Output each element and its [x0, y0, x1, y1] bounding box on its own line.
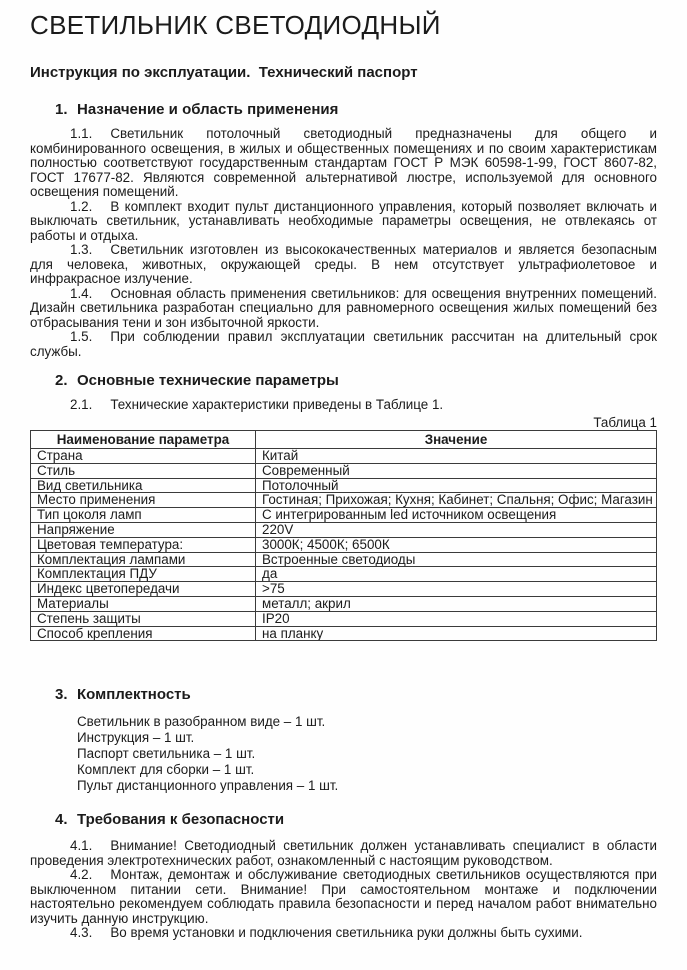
list-item: Паспорт светильника – 1 шт. — [77, 745, 256, 761]
table-cell-value: да — [256, 567, 657, 582]
table-cell-value: на планку — [256, 626, 657, 641]
paragraph-text: В комплект входит пульт дистанционного управления, который позволяет включать и выключать светильник, устанавливать необходимые параметры освещения, не отвлекаясь от работы и отдыха. — [30, 198, 657, 243]
paragraph-1-2 — [30, 200, 657, 244]
paragraph-number: 1.2. — [70, 198, 93, 214]
paragraph-number: 2.1. — [70, 397, 93, 412]
paragraph-text: Светильник изготовлен из высококачественных материалов и является безопасным для человека, животных, окружающей среды. В нем отсутствует ультрафиолетовое и инфракрасное излучение. — [30, 242, 657, 286]
section-2 — [30, 371, 657, 641]
table-cell-value: С интегрированным led источником освещения — [256, 508, 657, 523]
table-row — [31, 582, 657, 597]
section-3-heading — [30, 685, 657, 704]
section-2-number: 2. — [55, 372, 68, 389]
section-3-number: 3. — [55, 686, 68, 704]
list-item: Инструкция – 1 шт. — [77, 730, 195, 746]
table-cell-parameter: Место применения — [31, 493, 256, 508]
table-row — [31, 626, 657, 641]
table-header-cell-value: Значение — [256, 431, 657, 449]
table-row — [31, 449, 657, 464]
table-cell-parameter: Комплектация лампами — [31, 552, 256, 567]
table-cell-parameter: Цветовая температура: — [31, 537, 256, 552]
specs-table — [30, 430, 657, 641]
table-caption: Таблица 1 — [593, 414, 657, 430]
table-cell-value: Потолочный — [256, 478, 657, 493]
table-cell-parameter: Страна — [31, 449, 256, 464]
paragraph-number: 1.1. — [70, 126, 93, 141]
table-cell-parameter: Стиль — [31, 463, 256, 478]
paragraph-1-5 — [30, 330, 657, 359]
section-1-heading — [30, 100, 657, 119]
paragraph-1-1 — [30, 127, 657, 200]
paragraph-number: 1.5. — [70, 329, 93, 344]
table-row — [31, 611, 657, 626]
table-row — [31, 537, 657, 552]
paragraph-number: 1.3. — [70, 242, 93, 257]
table-row — [31, 493, 657, 508]
section-4 — [30, 810, 657, 941]
section-2-title: Основные технические параметры — [77, 372, 339, 389]
paragraph-text: Основная область применения светильников: для освещения внутренних помещений. Дизайн светильника разработан специально для равномерного освещения жилых помещений без отбрасывания тени и зон избыточной яркости. — [30, 285, 657, 330]
paragraph-number: 4.2. — [70, 867, 93, 883]
table-cell-value: 3000К; 4500К; 6500К — [256, 537, 657, 552]
section-4-heading — [30, 810, 657, 829]
table-cell-value: Китай — [256, 449, 657, 464]
paragraph-2-1 — [30, 398, 657, 413]
section-4-title: Требования к безопасности — [77, 811, 285, 829]
paragraph-text: Внимание! Светодиодный светильник должен устанавливать специалист в области проведения электротехнических работ, ознакомленный с настоящим руководством. — [30, 838, 657, 868]
section-1-number: 1. — [55, 101, 68, 118]
table-row — [31, 522, 657, 537]
document-subtitle: Инструкция по эксплуатации. Технический паспорт — [30, 64, 418, 81]
table-row — [31, 463, 657, 478]
table-cell-value: IP20 — [256, 611, 657, 626]
table-cell-parameter: Способ крепления — [31, 626, 256, 641]
table-cell-value: Встроенные светодиоды — [256, 552, 657, 567]
paragraph-4-1 — [30, 839, 657, 868]
list-item: Пульт дистанционного управления – 1 шт. — [77, 777, 339, 793]
paragraph-text: Монтаж, демонтаж и обслуживание светодиодных светильников осуществляются при выключенном питании сети. Внимание! При самостоятельном монтаже и подключении настоятельно рекомендуем соблюдать правила безопасности и перед началом работ внимательно изучить данную инструкцию. — [30, 867, 657, 926]
section-4-number: 4. — [55, 811, 68, 829]
table-cell-value: Гостиная; Прихожая; Кухня; Кабинет; Спальня; Офис; Магазин — [256, 493, 657, 508]
table-row — [31, 596, 657, 611]
table-row — [31, 508, 657, 523]
table-cell-parameter: Комплектация ПДУ — [31, 567, 256, 582]
table-cell-value: Современный — [256, 463, 657, 478]
section-2-heading — [30, 371, 657, 390]
list-item: Светильник в разобранном виде – 1 шт. — [77, 714, 326, 730]
paragraph-number: 4.1. — [70, 838, 93, 854]
list-item: Комплект для сборки – 1 шт. — [77, 761, 255, 777]
table-cell-value: 220V — [256, 522, 657, 537]
table-cell-parameter: Напряжение — [31, 522, 256, 537]
paragraph-1-4 — [30, 287, 657, 331]
table-cell-value: >75 — [256, 582, 657, 597]
section-1 — [30, 100, 657, 359]
table-cell-parameter: Индекс цветопередачи — [31, 582, 256, 597]
paragraph-4-3 — [30, 926, 657, 941]
paragraph-text: Во время установки и подключения светильника руки должны быть сухими. — [110, 925, 583, 941]
kit-list — [30, 714, 657, 793]
table-row — [31, 567, 657, 582]
paragraph-number: 1.4. — [70, 285, 93, 301]
table-cell-parameter: Тип цоколя ламп — [31, 508, 256, 523]
table-cell-value: металл; акрил — [256, 596, 657, 611]
table-header-cell-parameter: Наименование параметра — [31, 431, 256, 449]
section-1-title: Назначение и область применения — [77, 101, 339, 118]
paragraph-text: Светильник потолочный светодиодный предназначены для общего и комбинированного освещения, в жилых и общественных помещениях и по своим характеристикам полностью соответствуют государственным стандартам ГОСТ Р МЭК 60598-1-99, ГОСТ 8607-82, ГОСТ 17677-82. Являются современной альтернативой люстре, используемой для основного освещения помещений. — [30, 126, 657, 199]
table-row — [31, 552, 657, 567]
paragraph-4-2 — [30, 868, 657, 926]
paragraph-number: 4.3. — [70, 925, 93, 941]
paragraph-text: При соблюдении правил эксплуатации светильник рассчитан на длительный срок службы. — [30, 329, 657, 359]
page-title: СВЕТИЛЬНИК СВЕТОДИОДНЫЙ — [30, 10, 441, 40]
section-3-title: Комплектность — [77, 686, 191, 704]
paragraph-text: Технические характеристики приведены в Таблице 1. — [110, 397, 444, 412]
table-cell-parameter: Вид светильника — [31, 478, 256, 493]
table-cell-parameter: Степень защиты — [31, 611, 256, 626]
section-3 — [30, 685, 657, 793]
table-cell-parameter: Материалы — [31, 596, 256, 611]
table-header-row — [31, 431, 657, 449]
paragraph-1-3 — [30, 243, 657, 287]
table-row — [31, 478, 657, 493]
